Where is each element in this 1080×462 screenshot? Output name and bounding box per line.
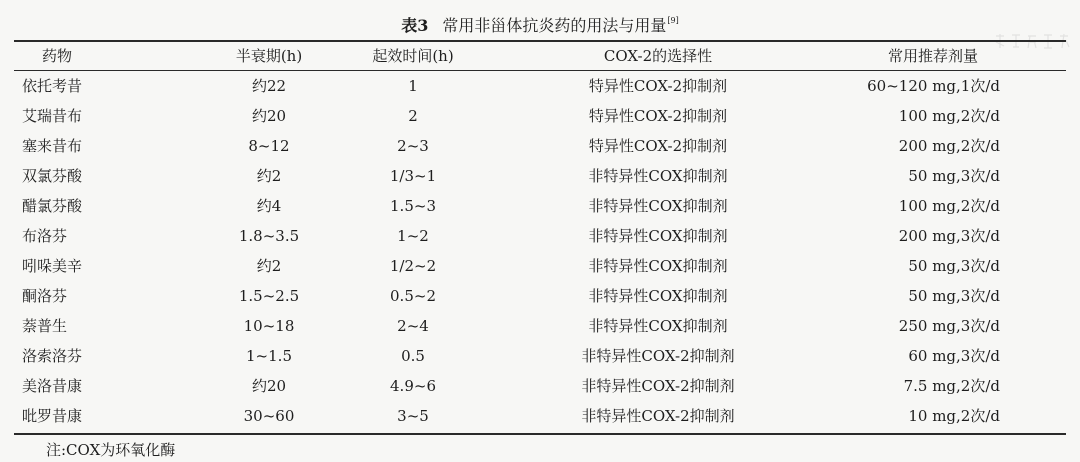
cell-selectivity: 特异性COX-2抑制剂 — [588, 77, 728, 95]
cell-selectivity: 非特异性COX抑制剂 — [588, 197, 728, 215]
cell-dose: 50 mg,3次/d — [908, 287, 1000, 305]
cell-drug: 双氯芬酸 — [22, 167, 83, 185]
cell-half-life: 1.5~2.5 — [238, 287, 300, 305]
cell-dose: 7.5 mg,2次/d — [903, 377, 1000, 395]
cell-selectivity: 非特异性COX抑制剂 — [588, 287, 728, 305]
cell-dose: 250 mg,3次/d — [898, 317, 1000, 335]
cell-drug: 萘普生 — [22, 317, 68, 335]
cell-selectivity: 非特异性COX-2抑制剂 — [581, 347, 735, 365]
header-dose: 常用推荐剂量 — [887, 47, 978, 65]
cell-half-life: 8~12 — [248, 137, 290, 155]
cell-half-life: 约20 — [251, 107, 287, 125]
cell-half-life: 约4 — [256, 197, 282, 215]
cell-half-life: 约2 — [256, 257, 282, 275]
cell-selectivity: 特异性COX-2抑制剂 — [588, 137, 728, 155]
cell-dose: 50 mg,3次/d — [908, 167, 1000, 185]
reference-mark: [9] — [667, 16, 679, 25]
cell-onset: 1 — [408, 77, 418, 95]
cell-onset: 2 — [408, 107, 418, 125]
cell-drug: 艾瑞昔布 — [22, 107, 83, 125]
cell-dose: 50 mg,3次/d — [908, 257, 1000, 275]
cell-dose: 60 mg,3次/d — [908, 347, 1000, 365]
cell-onset: 1~2 — [397, 227, 429, 245]
cell-dose: 200 mg,3次/d — [898, 227, 1000, 245]
cell-onset: 3~5 — [397, 407, 429, 425]
cell-dose: 100 mg,2次/d — [898, 107, 1000, 125]
cell-dose: 200 mg,2次/d — [898, 137, 1000, 155]
cell-selectivity: 非特异性COX抑制剂 — [588, 167, 728, 185]
cell-drug: 布洛芬 — [22, 227, 68, 245]
cell-drug: 酮洛芬 — [22, 287, 68, 305]
cell-dose: 100 mg,2次/d — [898, 197, 1000, 215]
cell-selectivity: 非特异性COX抑制剂 — [588, 257, 728, 275]
cell-dose: 10 mg,2次/d — [908, 407, 1000, 425]
cell-half-life: 约2 — [256, 167, 282, 185]
cell-drug: 依托考昔 — [22, 77, 83, 95]
table-row — [14, 71, 1066, 101]
cell-onset: 1/2~2 — [389, 257, 437, 275]
cell-half-life: 30~60 — [243, 407, 295, 425]
cell-half-life: 1~1.5 — [246, 347, 292, 365]
cell-drug: 美洛昔康 — [22, 377, 83, 395]
cell-onset: 1/3~1 — [389, 167, 437, 185]
table-header-row — [14, 42, 1066, 71]
cell-half-life: 约22 — [251, 77, 287, 95]
table-row — [14, 251, 1066, 281]
table-row — [14, 101, 1066, 131]
cell-onset: 2~3 — [397, 137, 429, 155]
header-half-life: 半衰期(h) — [235, 47, 303, 65]
nsaid-dosage-table — [14, 42, 1066, 431]
cell-onset: 0.5 — [401, 347, 425, 365]
table-row — [14, 281, 1066, 311]
table-row — [14, 401, 1066, 431]
cell-selectivity: 特异性COX-2抑制剂 — [588, 107, 728, 125]
cell-drug: 塞来昔布 — [22, 137, 83, 155]
cell-half-life: 1.8~3.5 — [238, 227, 300, 245]
table-row — [14, 311, 1066, 341]
table-caption — [0, 10, 1080, 37]
cell-onset: 0.5~2 — [390, 287, 436, 305]
table-row — [14, 191, 1066, 221]
cell-drug: 醋氯芬酸 — [22, 197, 83, 215]
cell-onset: 1.5~3 — [390, 197, 436, 215]
cell-selectivity: 非特异性COX抑制剂 — [588, 317, 728, 335]
cell-onset: 2~4 — [397, 317, 429, 335]
bottom-rule — [14, 433, 1066, 435]
cell-drug: 吲哚美辛 — [22, 257, 83, 275]
header-onset: 起效时间(h) — [372, 47, 454, 65]
table-row — [14, 161, 1066, 191]
cell-selectivity: 非特异性COX-2抑制剂 — [581, 377, 735, 395]
cell-half-life: 约20 — [251, 377, 287, 395]
cell-dose: 60~120 mg,1次/d — [867, 77, 1000, 95]
table-row — [14, 341, 1066, 371]
table-row — [14, 131, 1066, 161]
table-number: 表3 — [401, 16, 429, 35]
cell-half-life: 10~18 — [243, 317, 295, 335]
table-row — [14, 371, 1066, 401]
cell-selectivity: 非特异性COX-2抑制剂 — [581, 407, 735, 425]
cell-drug: 吡罗昔康 — [22, 407, 83, 425]
table-title: 常用非甾体抗炎药的用法与用量 — [442, 16, 667, 35]
header-selectivity: COX-2的选择性 — [603, 47, 713, 65]
cell-onset: 4.9~6 — [390, 377, 436, 395]
table-row — [14, 221, 1066, 251]
header-drug: 药物 — [42, 47, 73, 65]
cell-selectivity: 非特异性COX抑制剂 — [588, 227, 728, 245]
cell-drug: 洛索洛芬 — [22, 347, 83, 365]
table-note: 注:COX为环氧化酶 — [46, 441, 176, 459]
